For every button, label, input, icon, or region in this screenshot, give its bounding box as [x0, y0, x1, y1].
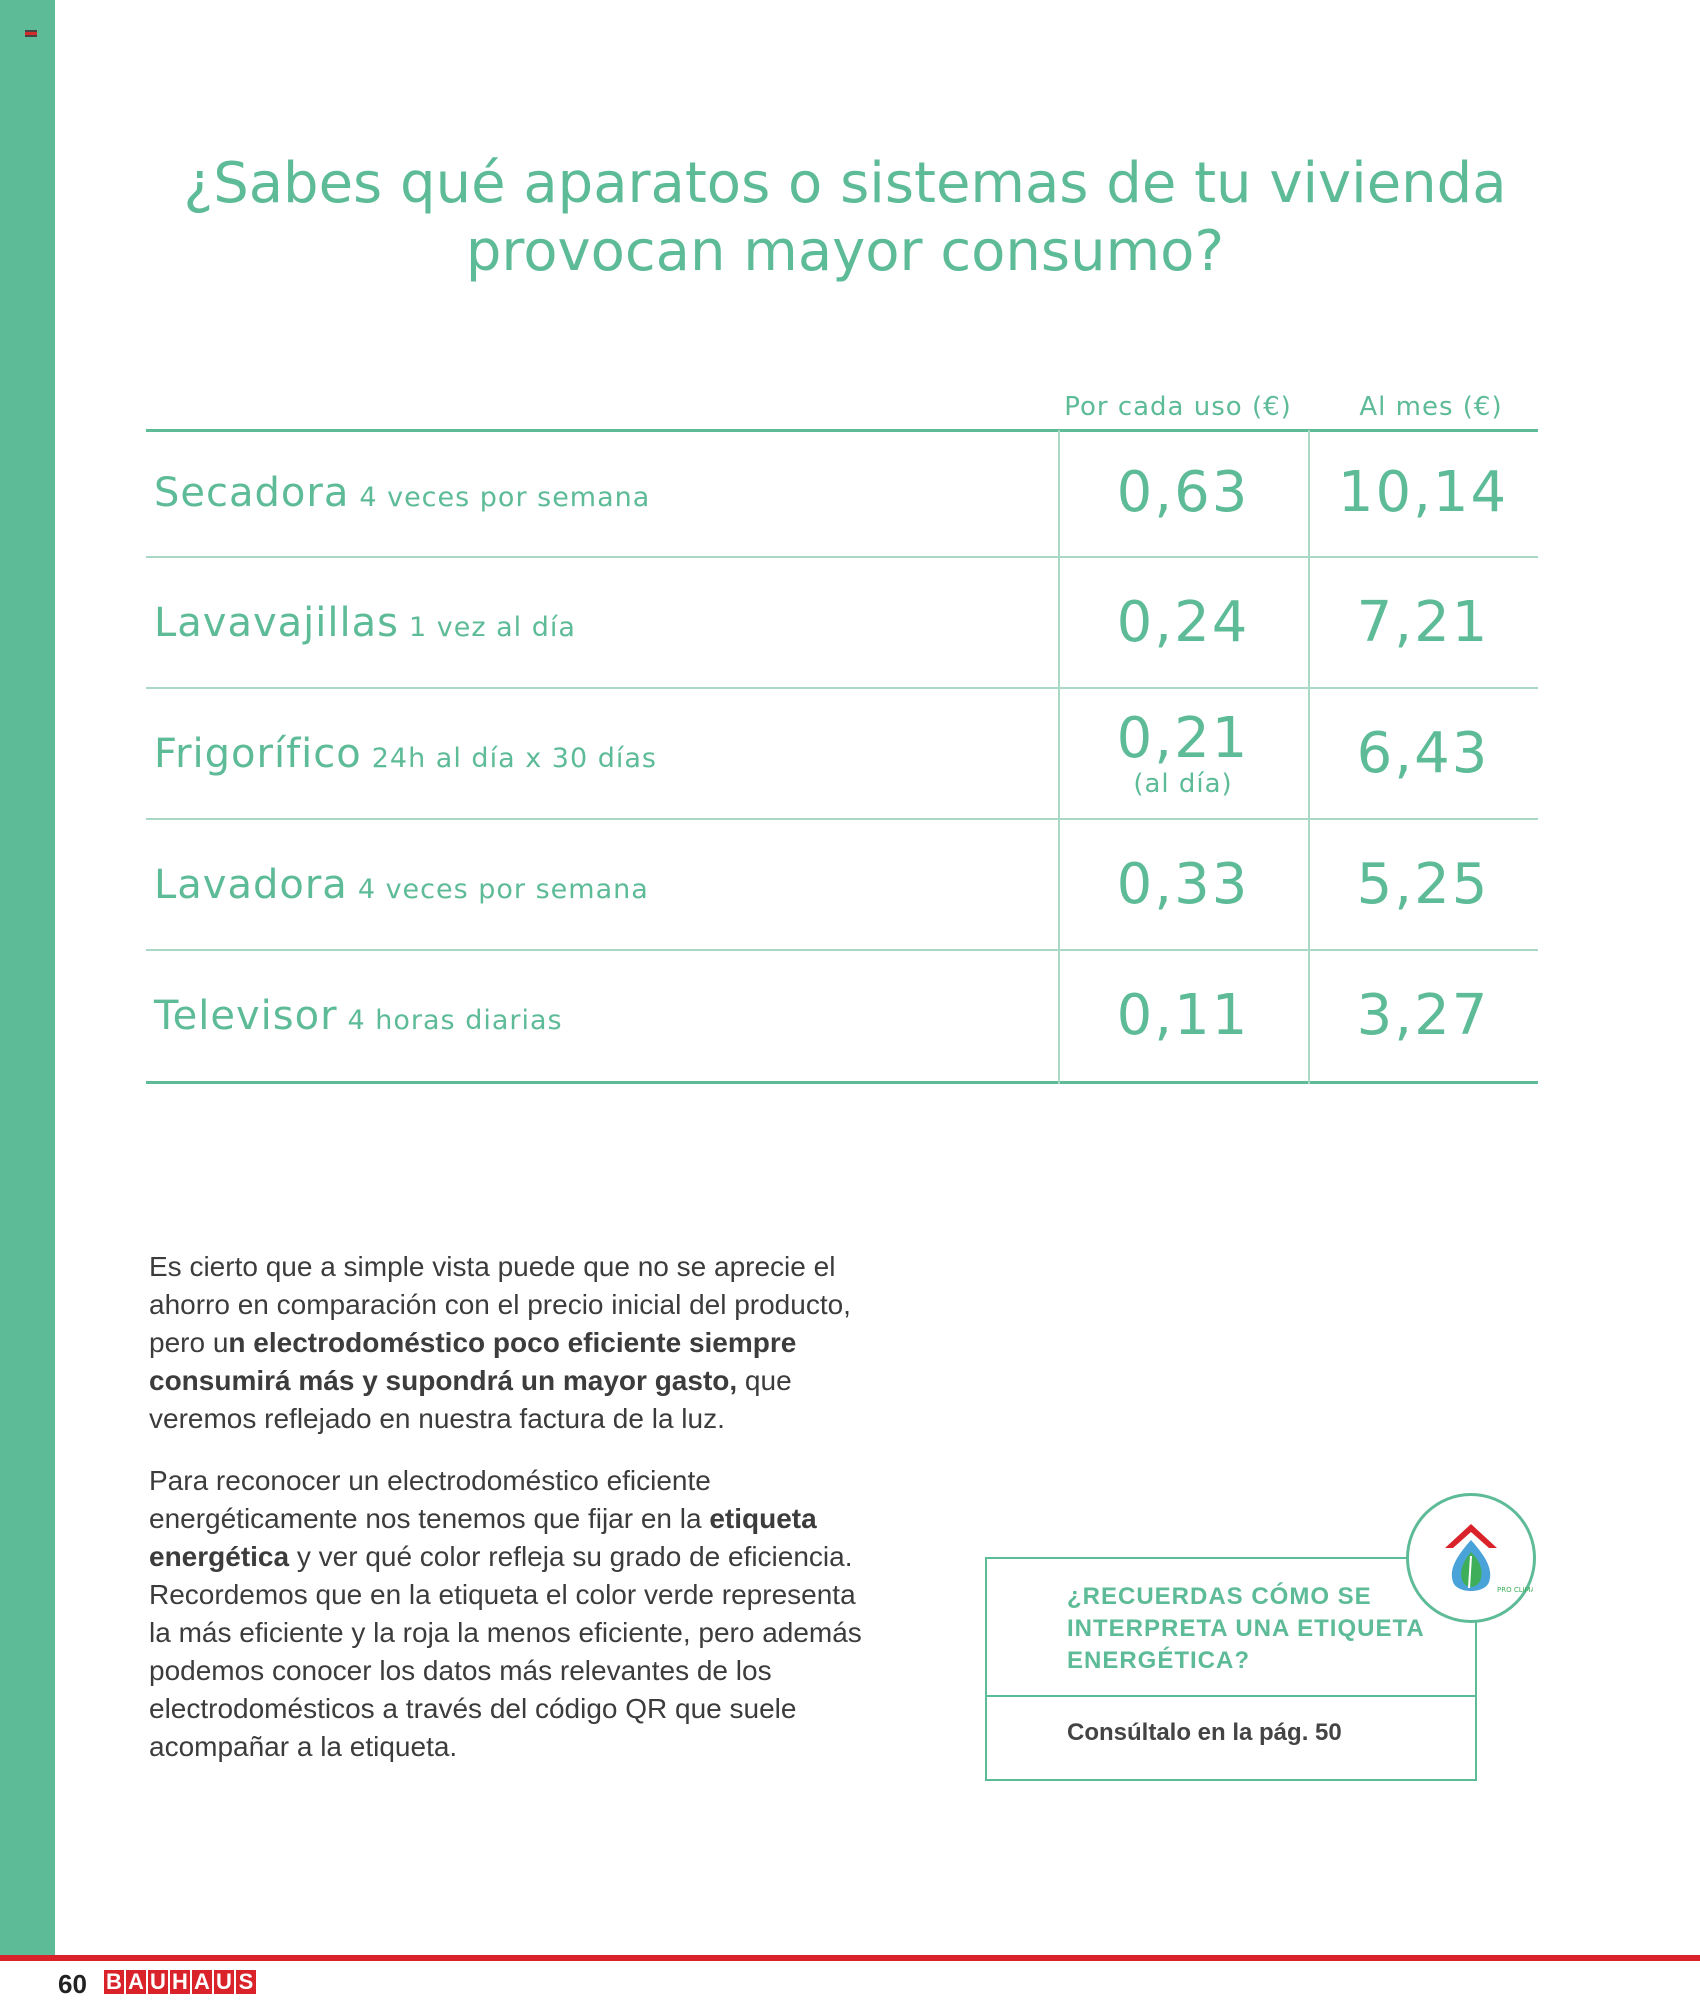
logo-letter: A: [192, 1970, 212, 1994]
logo-letter: U: [214, 1970, 234, 1994]
eco-seal-graphic: [1409, 1496, 1533, 1620]
side-color-band: [0, 0, 55, 1958]
page-title-line-2: provocan mayor consumo?: [465, 219, 1225, 284]
table-row: [146, 689, 1538, 819]
logo-letter: A: [126, 1970, 146, 1994]
footer-red-rule: [0, 1955, 1700, 1961]
cost-per-use: 0,63: [1116, 460, 1250, 525]
usage-frequency: 4 veces por semana: [359, 481, 651, 513]
cost-per-month: 10,14: [1337, 460, 1509, 525]
body-text-span: Es cierto que a simple vista puede que no se aprecie el ahorro en comparación con el precio inicial del producto, pero u: [149, 1251, 851, 1358]
flag-icon: [25, 30, 37, 37]
body-text-span: Para reconocer un electrodoméstico eficiente energéticamente nos tenemos que fijar en la: [149, 1465, 711, 1534]
appliance-name: Frigorífico: [154, 731, 362, 777]
appliance-name: Televisor: [154, 993, 338, 1039]
appliance-name: Lavadora: [154, 862, 348, 908]
cost-per-month: 6,43: [1356, 721, 1490, 786]
callout-question: ¿RECUERDAS CÓMO SE INTERPRETA UNA ETIQUETA ENERGÉTICA?: [1067, 1583, 1424, 1674]
cost-per-month: 7,21: [1356, 590, 1490, 655]
table-bottom-rule: [146, 1081, 1538, 1084]
table-row: [146, 951, 1538, 1081]
callout-divider: [987, 1695, 1475, 1697]
callout-page-reference: Consúltalo en la pág. 50: [1067, 1719, 1342, 1746]
energy-label-callout: [985, 1557, 1477, 1781]
body-text-bold: n electrodoméstico poco eficiente siempre consumirá más y supondrá un mayor gasto,: [149, 1327, 797, 1396]
page-title-line-1: ¿Sabes qué aparatos o sistemas de tu vivienda: [183, 151, 1507, 216]
cost-per-use: 0,21: [1116, 706, 1250, 771]
eco-seal-icon: [1406, 1493, 1536, 1623]
cost-per-use: 0,24: [1116, 590, 1250, 655]
seal-text: PRO CLIMA: [1497, 1586, 1533, 1594]
appliance-name: Lavavajillas: [154, 600, 399, 646]
usage-frequency: 1 vez al día: [408, 611, 576, 643]
table-row: [146, 428, 1538, 558]
column-header-per-use: Por cada uso (€): [1064, 392, 1292, 422]
bauhaus-logo: [104, 1970, 256, 1994]
page-number: 60: [58, 1969, 87, 1999]
usage-frequency: 24h al día x 30 días: [371, 742, 657, 774]
body-text-span: que veremos reflejado en nuestra factura de la luz.: [149, 1365, 792, 1434]
usage-frequency: 4 horas diarias: [347, 1004, 563, 1036]
column-header-per-month: Al mes (€): [1359, 392, 1503, 422]
table-row: [146, 820, 1538, 950]
cost-per-use-note: (al día): [1133, 769, 1233, 799]
logo-letter: U: [148, 1970, 168, 1994]
cost-per-use: 0,33: [1116, 852, 1250, 917]
appliance-name: Secadora: [154, 470, 350, 516]
body-text-span: y ver qué color refleja su grado de eficiencia. Recordemos que en la etiqueta el color verde representa la más eficiente y la roja la menos eficiente, pero además podemos conocer los datos más relevantes de los electrodomésticos a través del código QR que suele acompañar a la etiqueta.: [149, 1541, 862, 1762]
table-row: [146, 558, 1538, 688]
body-text-bold: etiqueta energética: [149, 1503, 817, 1572]
usage-frequency: 4 veces por semana: [357, 873, 649, 905]
cost-per-month: 3,27: [1356, 983, 1490, 1048]
logo-letter: H: [170, 1970, 190, 1994]
logo-letter: B: [104, 1970, 124, 1994]
cost-per-month: 5,25: [1356, 852, 1490, 917]
cost-per-use: 0,11: [1116, 983, 1250, 1048]
body-paragraph-2: [149, 1462, 869, 1766]
logo-letter: S: [236, 1970, 256, 1994]
page-title: [150, 150, 1540, 286]
body-paragraph-1: [149, 1248, 869, 1438]
